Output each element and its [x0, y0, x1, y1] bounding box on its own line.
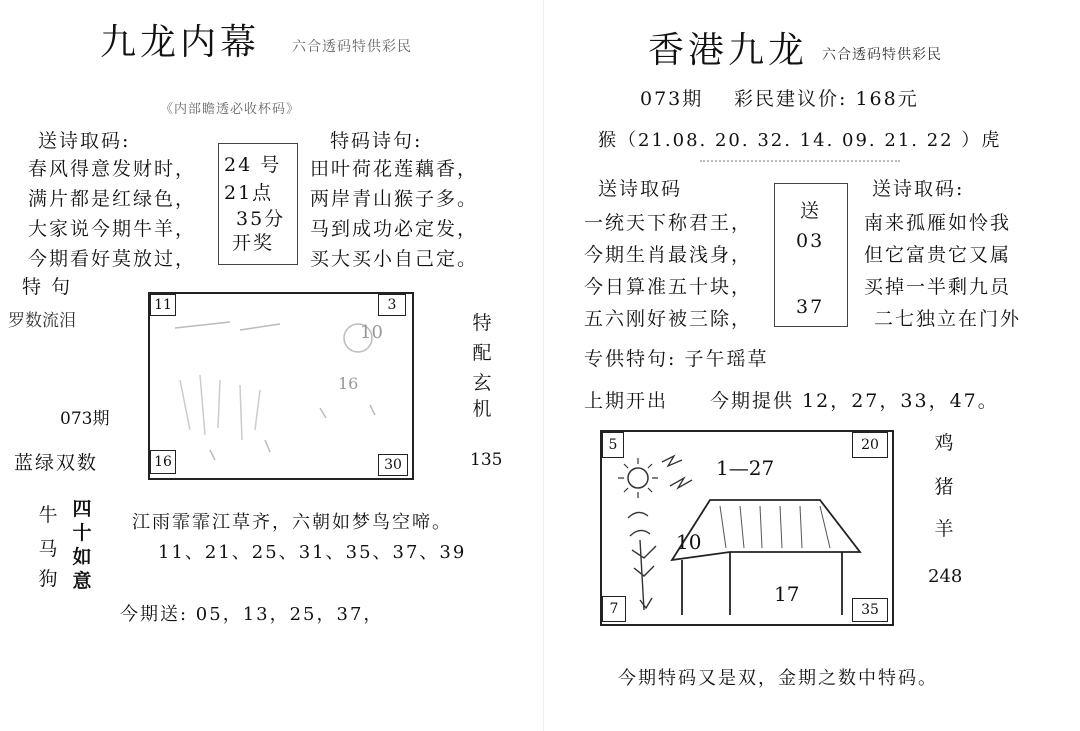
picture-sketch-number: 10: [360, 322, 383, 343]
idiom-vertical-char: 如: [72, 546, 92, 568]
left-poem-line: 一统天下称君王，: [584, 212, 753, 234]
today-send: 今期送: 05，13，25，37，: [120, 604, 384, 625]
idiom-vertical-char: 四: [72, 498, 92, 520]
monkey-tiger-line: 猴（21.08. 20. 32. 14. 09. 21. 22 ）虎: [598, 130, 1002, 151]
side-animal: 羊: [934, 518, 954, 540]
picture-corner-number: 30: [378, 454, 408, 476]
right-send-poem-label: 送诗取码:: [872, 178, 965, 200]
this-issue-offer: 今期提供 12，27，33，47。: [710, 390, 999, 412]
left-poem-line: 大家说今期牛羊，: [28, 218, 197, 240]
right-poem-line: 马到成功必定发，: [310, 218, 479, 240]
picture-sketch-number: 16: [338, 374, 359, 393]
side-animal: 猪: [934, 476, 954, 498]
side-number: 135: [470, 450, 503, 470]
picture-corner-number: 11: [150, 294, 176, 316]
special-phrase-label: 特 句: [22, 276, 73, 298]
left-slogan: 《内部瞻透必收杯码》: [160, 102, 301, 117]
right-poem-line: 但它富贵它又属: [864, 244, 1012, 266]
right-subtitle: 六合透码特供彩民: [822, 47, 942, 63]
verse-text: 江雨霏霏江草齐，六朝如梦鸟空啼。: [132, 512, 452, 533]
right-poem-line: 田叶荷花莲藕香，: [310, 158, 479, 180]
picture-sketch-number: 10: [676, 530, 702, 554]
left-poem-line: 今期看好莫放过，: [28, 248, 197, 270]
side-vertical-char: 机: [472, 398, 492, 420]
picture-corner-number: 16: [150, 450, 176, 474]
side-number: 248: [928, 566, 963, 587]
animal-vertical-char: 狗: [38, 568, 58, 590]
suggested-price: 彩民建议价: 168元: [734, 88, 919, 110]
picture-corner-number: 20: [852, 432, 888, 458]
right-poem-line: 两岸青山猴子多。: [310, 188, 479, 210]
right-send-poem-label: 送诗取码: [598, 178, 683, 200]
page-divider: [543, 0, 544, 731]
draw-box-line: 开奖: [232, 232, 275, 254]
left-special-poem-label: 特码诗句:: [330, 130, 423, 152]
right-issue: 073期: [640, 88, 704, 110]
idiom-vertical-char: 十: [72, 522, 92, 544]
picture-corner-number: 35: [852, 598, 888, 622]
left-poem-line: 今期生肖最浅身，: [584, 244, 753, 266]
left-subtitle: 六合透码特供彩民: [292, 39, 412, 55]
left-issue: 073期: [60, 409, 110, 429]
animal-vertical-char: 马: [38, 538, 58, 560]
footer-text: 今期特码又是双，金期之数中特码。: [618, 668, 938, 689]
left-poem-line: 春风得意发财时，: [28, 158, 197, 180]
last-issue-label: 上期开出: [584, 390, 669, 412]
picture-sketch-number: 17: [774, 582, 800, 606]
picture-corner-number: 7: [602, 596, 626, 622]
right-poem-line: 南来孤雁如怜我: [864, 212, 1012, 234]
right-poem-line: 买掉一半剩九员: [864, 276, 1012, 298]
left-title: 九龙内幕: [100, 22, 261, 63]
picture-corner-number: 3: [378, 294, 406, 316]
draw-box-line: 21点: [224, 182, 274, 204]
left-poem-line: 满片都是红绿色，: [28, 188, 197, 210]
draw-box-line: 35分: [236, 208, 286, 230]
animal-vertical-char: 牛: [38, 504, 58, 526]
verse-numbers: 11、21、25、31、35、37、39: [158, 542, 467, 563]
side-vertical-char: 玄: [472, 372, 492, 394]
side-vertical-char: 特: [472, 312, 492, 334]
special-phrase: 专供特句: 子午瑶草: [584, 348, 769, 370]
send-box-number: 37: [796, 296, 825, 318]
side-animal: 鸡: [934, 432, 954, 454]
phrase-text: 罗数流泪: [8, 311, 76, 331]
idiom-vertical-char: 意: [72, 570, 92, 592]
right-title: 香港九龙: [648, 30, 809, 71]
side-vertical-char: 配: [472, 342, 492, 364]
left-poem-line: 今日算准五十块，: [584, 276, 753, 298]
left-send-poem-label: 送诗取码:: [38, 130, 131, 152]
left-poem-line: 五六刚好被三除，: [584, 308, 753, 330]
picture-sketch-range: 1—27: [716, 456, 775, 480]
smudge-line: [700, 160, 900, 166]
right-poem-line: 二七独立在门外: [874, 308, 1022, 330]
send-box-number: 03: [796, 230, 825, 252]
right-poem-line: 买大买小自己定。: [310, 248, 479, 270]
color-hint: 蓝绿双数: [14, 452, 99, 474]
send-box-char: 送: [800, 200, 822, 222]
picture-corner-number: 5: [602, 432, 624, 458]
draw-box-line: 24 号: [224, 154, 282, 176]
